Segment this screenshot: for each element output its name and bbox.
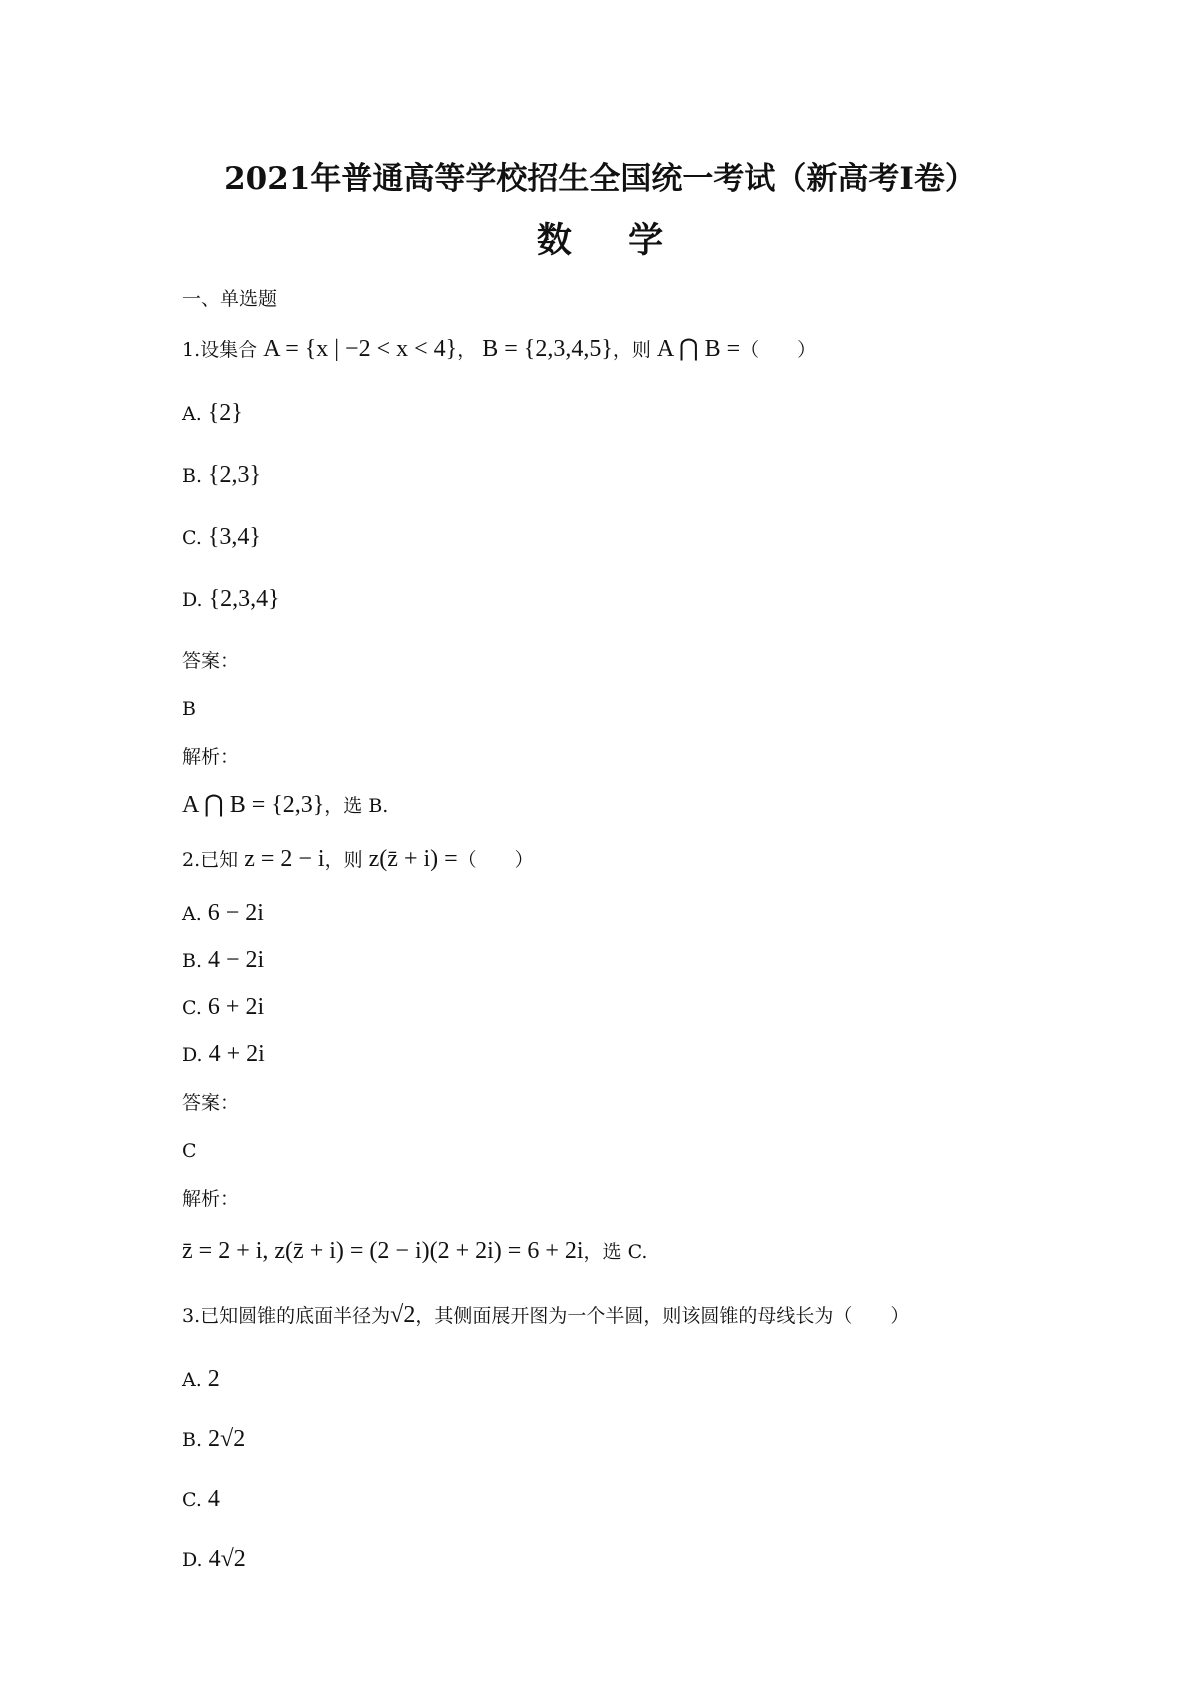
q2-suffix: （ ） (457, 849, 534, 871)
option-value: 6 − 2i (207, 900, 264, 926)
option-value: {3,4} (207, 524, 261, 550)
q1-option-a (182, 400, 243, 427)
q2-option-b (182, 947, 264, 974)
question-2-stem (182, 846, 534, 873)
q3-radius: √2 (390, 1302, 416, 1328)
q3-option-a (182, 1366, 220, 1393)
q1-answer: B (182, 698, 196, 720)
subject-title: 数 学 (536, 220, 686, 261)
option-label: B. (182, 950, 203, 972)
q2-expression: z(z̄ + i) = (368, 846, 458, 872)
q1-set-a: A = {x | −2 < x < 4} (263, 336, 458, 362)
question-3-stem (182, 1302, 909, 1329)
q1-sep: ， (457, 339, 477, 361)
q2-answer-label: 答案： (182, 1092, 240, 1114)
q2-analysis-label: 解析： (182, 1188, 240, 1210)
option-value: {2} (207, 400, 243, 426)
q1-analysis-label: 解析： (182, 746, 240, 768)
option-label: D. (182, 1044, 203, 1066)
q3-option-d (182, 1546, 246, 1573)
q1-analysis (182, 792, 388, 819)
q3-prefix: 3.已知圆锥的底面半径为 (182, 1305, 391, 1327)
q2-option-d (182, 1041, 265, 1068)
q1-intersection: A ⋂ B = (656, 336, 741, 362)
q2-analysis (182, 1238, 647, 1265)
question-1-stem (182, 336, 816, 363)
q3-option-b (182, 1426, 245, 1453)
q2-prefix: 2.已知 (182, 849, 239, 871)
option-value: 4 (207, 1486, 220, 1512)
option-label: B. (182, 465, 203, 487)
option-label: B. (182, 1429, 203, 1451)
q1-set-b: B = {2,3,4,5} (482, 336, 613, 362)
q2-analysis-math: z̄ = 2 + i, z(z̄ + i) = (2 − i)(2 + 2i) = 6 + 2i (182, 1238, 584, 1264)
option-label: C. (182, 1489, 202, 1511)
q2-given: z = 2 − i (244, 846, 325, 872)
q1-answer-label: 答案： (182, 650, 240, 672)
option-label: A. (182, 1369, 202, 1391)
q2-option-c (182, 994, 264, 1021)
option-value: 4 + 2i (208, 1041, 265, 1067)
exam-title: 2021年普通高等学校招生全国统一考试（新高考Ⅰ卷） (224, 161, 976, 197)
option-value: 2√2 (208, 1426, 246, 1452)
q1-option-d (182, 586, 280, 613)
q2-mid: ，则 (324, 849, 363, 871)
option-label: D. (182, 589, 203, 611)
option-label: D. (182, 1549, 203, 1571)
q2-answer: C (182, 1140, 197, 1162)
section-heading: 一、单选题 (182, 288, 278, 310)
option-value: 4√2 (208, 1546, 246, 1572)
q3-suffix: ，其侧面展开图为一个半圆，则该圆锥的母线长为（ ） (415, 1305, 910, 1327)
option-value: {2,3,4} (208, 586, 280, 612)
option-value: 6 + 2i (207, 994, 265, 1020)
q1-option-c (182, 524, 261, 551)
q1-prefix: 1.设集合 (182, 339, 258, 361)
option-label: C. (182, 997, 202, 1019)
q3-option-c (182, 1486, 220, 1513)
option-label: A. (182, 903, 202, 925)
option-label: A. (182, 403, 202, 425)
q1-analysis-text: ，选 B. (324, 795, 389, 817)
q2-option-a (182, 900, 264, 927)
q1-analysis-math: A ⋂ B = {2,3} (182, 792, 325, 818)
option-value: {2,3} (208, 462, 262, 488)
q1-option-b (182, 462, 261, 489)
option-label: C. (182, 527, 202, 549)
q2-analysis-text: ，选 C. (583, 1241, 648, 1263)
q1-mid: ，则 (612, 339, 651, 361)
option-value: 4 − 2i (208, 947, 265, 973)
q1-suffix: （ ） (740, 339, 817, 361)
option-value: 2 (207, 1366, 220, 1392)
